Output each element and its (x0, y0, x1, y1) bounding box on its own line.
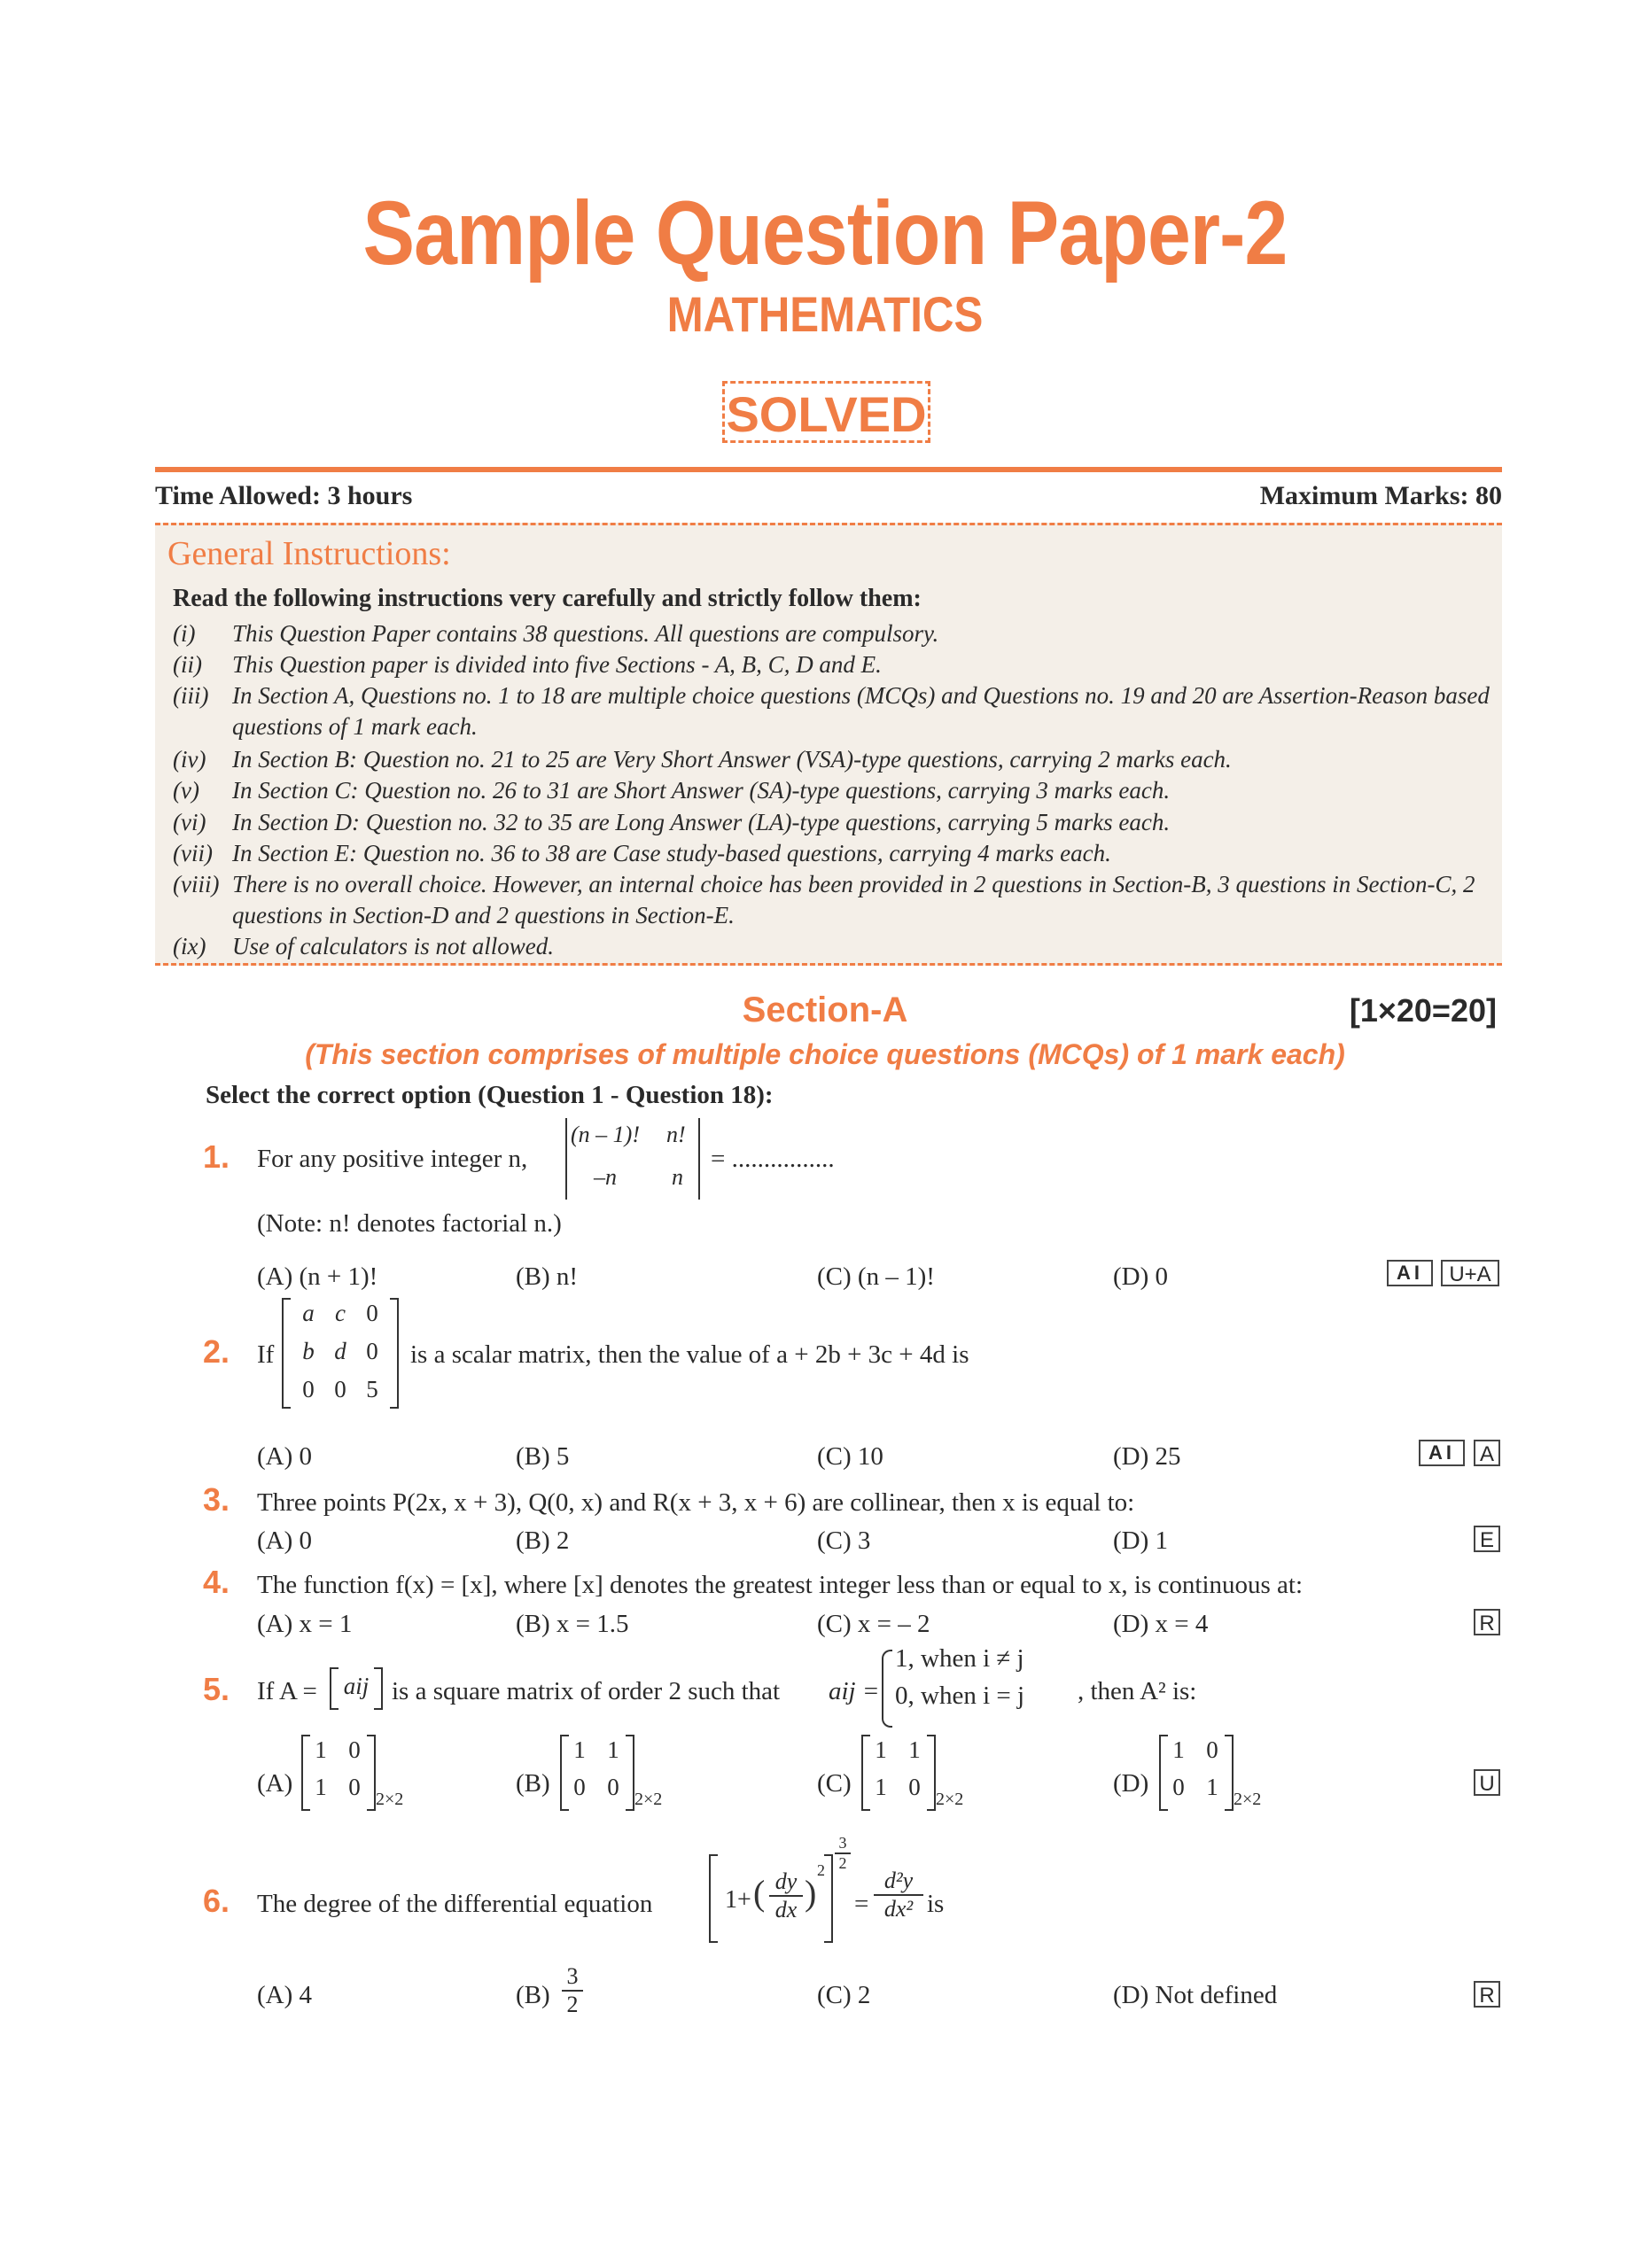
subject-title: MATHEMATICS (666, 286, 984, 342)
option-a[interactable]: (A) (257, 1769, 293, 1798)
section-marks: [1×20=20] (1349, 992, 1497, 1029)
option-d-matrix: 1 0 0 1 (1159, 1735, 1234, 1811)
question-note: (Note: n! denotes factorial n.) (257, 1209, 562, 1238)
question-prefix: If (257, 1340, 275, 1369)
option-c-matrix: 1 1 1 0 (861, 1735, 936, 1811)
power-fraction: $\frac{3}{2}$ (835, 1834, 851, 1873)
instructions-heading: General Instructions: (167, 535, 451, 572)
section-subtitle: (This section comprises of multiple choice questions (MCQs) of 1 mark each) (305, 1038, 1345, 1070)
question-text: For any positive integer n, (257, 1145, 528, 1173)
option-d[interactable]: (D) 1 (1113, 1526, 1169, 1555)
case-brace (882, 1650, 892, 1728)
general-instructions: General Instructions: Read the following instructions very carefully and strictly follow them: (i) This Question Paper contains 38 questions. All questions are compulsory. (ii) This Question paper is divided into five Sections - A, B, C, D and E. (iii) In Section A, Questions no. 1 to 18 are multiple choice questions (MCQs) and Questions no. 19 and 20 are Assertion-Reason based questions of 1 mark each. (iv) In Section B: Question no. 21 to 25 are Very Short Answer (VSA)-type questions, carrying 2 marks each. (v) In Section C: Question no. 26 to 31 are Short Answer (SA)-type questions, carrying 3 marks each. (vi) In Section D: Question no. 32 to 35 are Long Answer (LA)-type questions, carrying 5 marks each. (vii) In Section E: Question no. 36 to 38 are Case study-based questions, carrying 4 marks each. (viii) There is no overall choice. However, an internal choice has been provided in 2 questions in Section-B, 3 questions in Section-C, 2 questions in Section-D and 2 questions in Section-E. (ix) Use of calculators is not allowed. (155, 523, 1502, 966)
matrix-a: aij (330, 1667, 383, 1710)
scalar-matrix: a c 0 b d 0 0 0 5 (282, 1298, 399, 1409)
option-b[interactable]: (B) (516, 1981, 550, 2009)
dy-dx-fraction: $\frac{dy}{dx}$ (769, 1868, 803, 1923)
question-number: 5. (203, 1671, 230, 1707)
aij-lhs: aij = (829, 1677, 880, 1705)
matrix-order: 2×2 (936, 1790, 964, 1809)
skill-tag: U+A (1441, 1260, 1499, 1286)
question-text: The function f(x) = [x], where [x] denotes the greatest integer less than or equal to x, is continuous at: (257, 1571, 1304, 1599)
question-number: 1. (203, 1138, 230, 1175)
question-text: Three points P(2x, x + 3), Q(0, x) and R(x + 3, x + 6) are collinear, then x is equal to: (257, 1488, 1135, 1517)
question-number: 3. (203, 1481, 230, 1518)
ai-tag-icon: AI (1387, 1260, 1433, 1286)
option-a[interactable]: (A) (n + 1)! (257, 1262, 378, 1291)
instructions-lead: Read the following instructions very carefully and strictly follow them: (173, 585, 922, 612)
matrix-order: 2×2 (634, 1790, 663, 1809)
option-b[interactable]: (B) n! (516, 1262, 579, 1291)
matrix-order: 2×2 (1234, 1790, 1262, 1809)
option-b[interactable]: (B) 5 (516, 1442, 570, 1471)
option-c[interactable]: (C) (817, 1769, 852, 1798)
option-a-matrix: 1 0 1 0 (301, 1735, 376, 1811)
skill-tag: R (1474, 1981, 1500, 2008)
question-number: 2. (203, 1333, 230, 1370)
option-a[interactable]: (A) x = 1 (257, 1610, 353, 1638)
select-instruction: Select the correct option (Question 1 - Question 18): (206, 1081, 774, 1109)
header-rule (155, 467, 1502, 472)
option-d[interactable]: (D) x = 4 (1113, 1610, 1209, 1638)
maximum-marks: Maximum Marks: 80 (1259, 481, 1502, 510)
question-text: The degree of the differential equation (257, 1890, 653, 1918)
second-derivative: $\frac{\text{d²y}}{\text{dx²}}$ (874, 1868, 923, 1922)
question-tail: , then A² is: (1078, 1677, 1197, 1705)
option-c[interactable]: (C) (n – 1)! (817, 1262, 935, 1291)
question-prefix: If A = (257, 1677, 317, 1705)
option-d[interactable]: (D) 0 (1113, 1262, 1169, 1291)
case-two: 0, when i = j (895, 1682, 1025, 1710)
differential-equation: 1+ ( $\frac{dy}{dx}$ ) 2 (709, 1854, 833, 1943)
option-b[interactable]: (B) (516, 1769, 550, 1798)
option-a[interactable]: (A) 4 (257, 1981, 313, 2009)
determinant: (n – 1)! n! –n n (565, 1118, 700, 1200)
question-number: 6. (203, 1883, 230, 1919)
skill-tag: R (1474, 1609, 1500, 1635)
option-a[interactable]: (A) 0 (257, 1442, 313, 1471)
option-c[interactable]: (C) 10 (817, 1442, 883, 1471)
question-tail: is (927, 1890, 945, 1918)
question-text: is a scalar matrix, then the value of a + 2b + 3c + 4d is (410, 1340, 969, 1369)
question-text: is a square matrix of order 2 such that (392, 1677, 781, 1705)
option-d[interactable]: (D) (1113, 1769, 1149, 1798)
option-b[interactable]: (B) x = 1.5 (516, 1610, 629, 1638)
option-a[interactable]: (A) 0 (257, 1526, 313, 1555)
question-number: 4. (203, 1564, 230, 1600)
option-c[interactable]: (C) 3 (817, 1526, 871, 1555)
ai-tag-icon: AI (1419, 1440, 1465, 1466)
matrix-order: 2×2 (376, 1790, 404, 1809)
case-one: 1, when i ≠ j (895, 1644, 1024, 1673)
paper-title: Sample Question Paper-2 (362, 183, 1288, 284)
skill-tag: E (1474, 1526, 1500, 1552)
option-c[interactable]: (C) x = – 2 (817, 1610, 930, 1638)
skill-tag: A (1474, 1440, 1500, 1466)
solved-badge: SOLVED (722, 381, 930, 443)
option-b-matrix: 1 1 0 0 (560, 1735, 634, 1811)
skill-tag: U (1474, 1769, 1500, 1796)
option-d[interactable]: (D) Not defined (1113, 1981, 1278, 2009)
option-b-fraction: $\frac{3}{2}$ (562, 1963, 583, 2018)
section-title: Section-A (742, 990, 908, 1029)
option-b[interactable]: (B) 2 (516, 1526, 570, 1555)
option-d[interactable]: (D) 25 (1113, 1442, 1181, 1471)
question-tail: = ................ (711, 1145, 835, 1173)
option-c[interactable]: (C) 2 (817, 1981, 871, 2009)
time-allowed: Time Allowed: 3 hours (155, 481, 413, 510)
